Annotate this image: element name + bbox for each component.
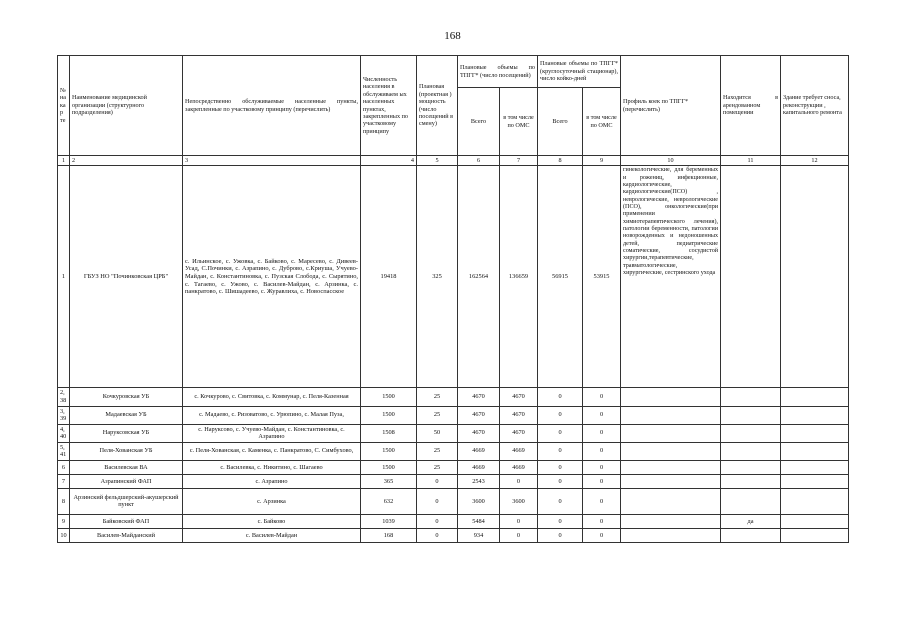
header-org: Наименование медицинской организации (структурного подразделения): [70, 56, 183, 156]
row-visits: 5484: [458, 514, 500, 528]
header-visits-oms: в том числе по ОМС: [500, 88, 538, 156]
header-population: Численность населения в обслуживаем ых населенных пунктах, закрепленных по участковому принципу: [361, 56, 417, 156]
row-points: с. Азрапино: [183, 474, 361, 488]
row-num: 1: [58, 166, 70, 388]
row-org: Наруксовская УБ: [70, 424, 183, 442]
table-row: [58, 388, 849, 406]
row-visits-oms: 0: [500, 528, 538, 542]
row-population: 1039: [361, 514, 417, 528]
table-row: [58, 166, 849, 388]
row-profile: [621, 424, 721, 442]
row-beddays: 0: [538, 406, 583, 424]
row-org: Пеля-Хованская УБ: [70, 442, 183, 460]
row-population: 365: [361, 474, 417, 488]
row-rent: [721, 488, 781, 514]
row-visits-oms: 4669: [500, 442, 538, 460]
header-profile: Профиль коек по ТПГГ* (перечислить): [621, 56, 721, 156]
row-points: с. Байково: [183, 514, 361, 528]
row-num: 4, 40: [58, 424, 70, 442]
row-num: 9: [58, 514, 70, 528]
row-capacity: 325: [417, 166, 458, 388]
row-beddays: 0: [538, 388, 583, 406]
row-num: 6: [58, 460, 70, 474]
row-visits-oms: 4670: [500, 406, 538, 424]
row-beddays: 0: [538, 488, 583, 514]
row-beddays-oms: 0: [583, 442, 621, 460]
row-rent: [721, 528, 781, 542]
row-demolish: [781, 488, 849, 514]
row-capacity: 0: [417, 528, 458, 542]
row-capacity: 25: [417, 406, 458, 424]
header-num: № на кар те: [58, 56, 70, 156]
header-capacity: Плановая (проектная ) мощность (число посещений в смену): [417, 56, 458, 156]
row-visits-oms: 4670: [500, 424, 538, 442]
row-visits: 3600: [458, 488, 500, 514]
row-profile: [621, 406, 721, 424]
row-beddays-oms: 0: [583, 388, 621, 406]
row-org: Василев-Майданский: [70, 528, 183, 542]
row-visits-oms: 136659: [500, 166, 538, 388]
header-rent: Находится в арендованном помещении: [721, 56, 781, 156]
row-points: с. Василев-Майдан: [183, 528, 361, 542]
row-population: 168: [361, 528, 417, 542]
column-numbers-row: [58, 156, 849, 166]
row-beddays-oms: 0: [583, 528, 621, 542]
row-capacity: 50: [417, 424, 458, 442]
row-num: 8: [58, 488, 70, 514]
row-population: 1508: [361, 424, 417, 442]
row-org: Арзинский фельдшерский-акушерский пункт: [70, 488, 183, 514]
row-beddays-oms: 0: [583, 406, 621, 424]
row-rent: [721, 460, 781, 474]
col-num: 11: [721, 156, 781, 166]
row-rent: [721, 424, 781, 442]
row-demolish: [781, 514, 849, 528]
row-points: с. Василевка, с. Никитино, с. Шагаево: [183, 460, 361, 474]
col-num: 3: [183, 156, 361, 166]
facilities-table: [57, 55, 849, 543]
row-beddays: 0: [538, 442, 583, 460]
row-visits-oms: 3600: [500, 488, 538, 514]
row-beddays: 0: [538, 460, 583, 474]
col-num: 5: [417, 156, 458, 166]
row-profile: [621, 528, 721, 542]
row-visits: 4669: [458, 442, 500, 460]
col-num: 1: [58, 156, 70, 166]
row-org: Кочкуровская УБ: [70, 388, 183, 406]
row-population: 1500: [361, 388, 417, 406]
row-population: 632: [361, 488, 417, 514]
row-visits: 162564: [458, 166, 500, 388]
row-demolish: [781, 474, 849, 488]
row-num: 2,38: [58, 388, 70, 406]
row-demolish: [781, 424, 849, 442]
row-rent: [721, 474, 781, 488]
table-row: [58, 406, 849, 424]
row-capacity: 0: [417, 514, 458, 528]
row-num: 5,41: [58, 442, 70, 460]
col-num: 8: [538, 156, 583, 166]
row-population: 1500: [361, 442, 417, 460]
row-beddays-oms: 0: [583, 488, 621, 514]
row-beddays: 56915: [538, 166, 583, 388]
row-org: Мадаевская УБ: [70, 406, 183, 424]
header-visits: Плановые объемы по ТПГГ* (число посещений): [458, 56, 538, 88]
header-beds-oms: в том числе по ОМС: [583, 88, 621, 156]
col-num: 4: [361, 156, 417, 166]
row-rent: [721, 442, 781, 460]
row-profile: [621, 488, 721, 514]
row-profile: [621, 474, 721, 488]
row-population: 1500: [361, 406, 417, 424]
row-visits: 4670: [458, 388, 500, 406]
row-demolish: [781, 528, 849, 542]
row-population: 19418: [361, 166, 417, 388]
table-row: [58, 514, 849, 528]
row-visits-oms: 4669: [500, 460, 538, 474]
col-num: 2: [70, 156, 183, 166]
row-population: 1500: [361, 460, 417, 474]
row-num: 7: [58, 474, 70, 488]
row-beddays-oms: 0: [583, 514, 621, 528]
row-points: с. Мадаево, с. Ризоватово, с. Урюпино, с. Малая Пуза,: [183, 406, 361, 424]
row-rent: [721, 388, 781, 406]
row-visits-oms: 4670: [500, 388, 538, 406]
row-beddays-oms: 53915: [583, 166, 621, 388]
row-profile: [621, 442, 721, 460]
header-beddays: Плановые объемы по ТПГГ* (круглосуточный стационар), число койко-дней: [538, 56, 621, 88]
row-profile: [621, 460, 721, 474]
table-row: [58, 474, 849, 488]
header-beds-total: Всего: [538, 88, 583, 156]
row-points: с. Арзинка: [183, 488, 361, 514]
col-num: 12: [781, 156, 849, 166]
table-row: [58, 488, 849, 514]
row-capacity: 25: [417, 388, 458, 406]
col-num: 10: [621, 156, 721, 166]
row-profile: [621, 388, 721, 406]
row-beddays-oms: 0: [583, 424, 621, 442]
row-points: с. Наруксово, с. Учуево-Майдан, с. Константиновка, с. Азрапино: [183, 424, 361, 442]
row-capacity: 0: [417, 474, 458, 488]
row-profile: [621, 514, 721, 528]
row-beddays: 0: [538, 424, 583, 442]
row-demolish: [781, 388, 849, 406]
header-points: Непосредственно обслуживаемые населенные пункты, закрепленные по участковому принципу (перечислить): [183, 56, 361, 156]
row-beddays: 0: [538, 514, 583, 528]
page-number: 168: [444, 30, 461, 42]
row-visits-oms: 0: [500, 514, 538, 528]
row-num: 3,39: [58, 406, 70, 424]
row-capacity: 0: [417, 488, 458, 514]
row-visits: 4670: [458, 406, 500, 424]
row-beddays: 0: [538, 474, 583, 488]
row-rent: [721, 166, 781, 388]
row-num: 10: [58, 528, 70, 542]
row-points: с. Ильинское, с. Ужовка, с. Байково, с. Маресево, с. Дивеев-Усад, С.Починки, с. Азрапино, с. Дуброво, с.Криуша, Учуево-Майдан, с. Константиновка, с. Пузская Слобода, с. Сырятино, с. Тагаево, с. Ужово, с. Василев-Майдан, с. Арзинка, с. панкратово, с. Шишадеево, с. Журавлиха, с. Новоспасское: [183, 166, 361, 388]
row-beddays: 0: [538, 528, 583, 542]
row-demolish: [781, 442, 849, 460]
row-visits-oms: 0: [500, 474, 538, 488]
row-visits: 934: [458, 528, 500, 542]
row-visits: 4669: [458, 460, 500, 474]
row-beddays-oms: 0: [583, 474, 621, 488]
header-visits-total: Всего: [458, 88, 500, 156]
row-demolish: [781, 460, 849, 474]
row-points: с. Пеля-Хованская, с. Каменка, с. Панкратово, С. Симбухово,: [183, 442, 361, 460]
row-org: Василевская ВА: [70, 460, 183, 474]
row-beddays-oms: 0: [583, 460, 621, 474]
col-num: 9: [583, 156, 621, 166]
table-row: [58, 424, 849, 442]
row-demolish: [781, 406, 849, 424]
table-row: [58, 528, 849, 542]
row-org: Азрапинский ФАП: [70, 474, 183, 488]
row-visits: 4670: [458, 424, 500, 442]
row-demolish: [781, 166, 849, 388]
row-profile: гинекологические, для беременных и рожениц, инфекционные, кардиологические, кардиологические(ПСО) , неврологические, неврологические (ПСО), онкологические(при применении химиотерапевтического лечения), патологии беременности, патологии новорожденных и недоношенных детей, педиатрические соматические, сосудистой хирургии,терапевтические, травматологические, хирургические, сестринского ухода: [621, 166, 721, 388]
row-capacity: 25: [417, 442, 458, 460]
col-num: 7: [500, 156, 538, 166]
row-org: ГБУЗ НО "Починковская ЦРБ": [70, 166, 183, 388]
col-num: 6: [458, 156, 500, 166]
header-demolish: Здание требует сноса, реконструкции , капитального ремонта: [781, 56, 849, 156]
row-rent: да: [721, 514, 781, 528]
row-visits: 2543: [458, 474, 500, 488]
row-points: с. Кочкурово, с. Свитовка, с. Коммунар, с. Пеля-Казенная: [183, 388, 361, 406]
table-row: [58, 442, 849, 460]
table-row: [58, 460, 849, 474]
row-org: Байковский ФАП: [70, 514, 183, 528]
row-rent: [721, 406, 781, 424]
row-capacity: 25: [417, 460, 458, 474]
